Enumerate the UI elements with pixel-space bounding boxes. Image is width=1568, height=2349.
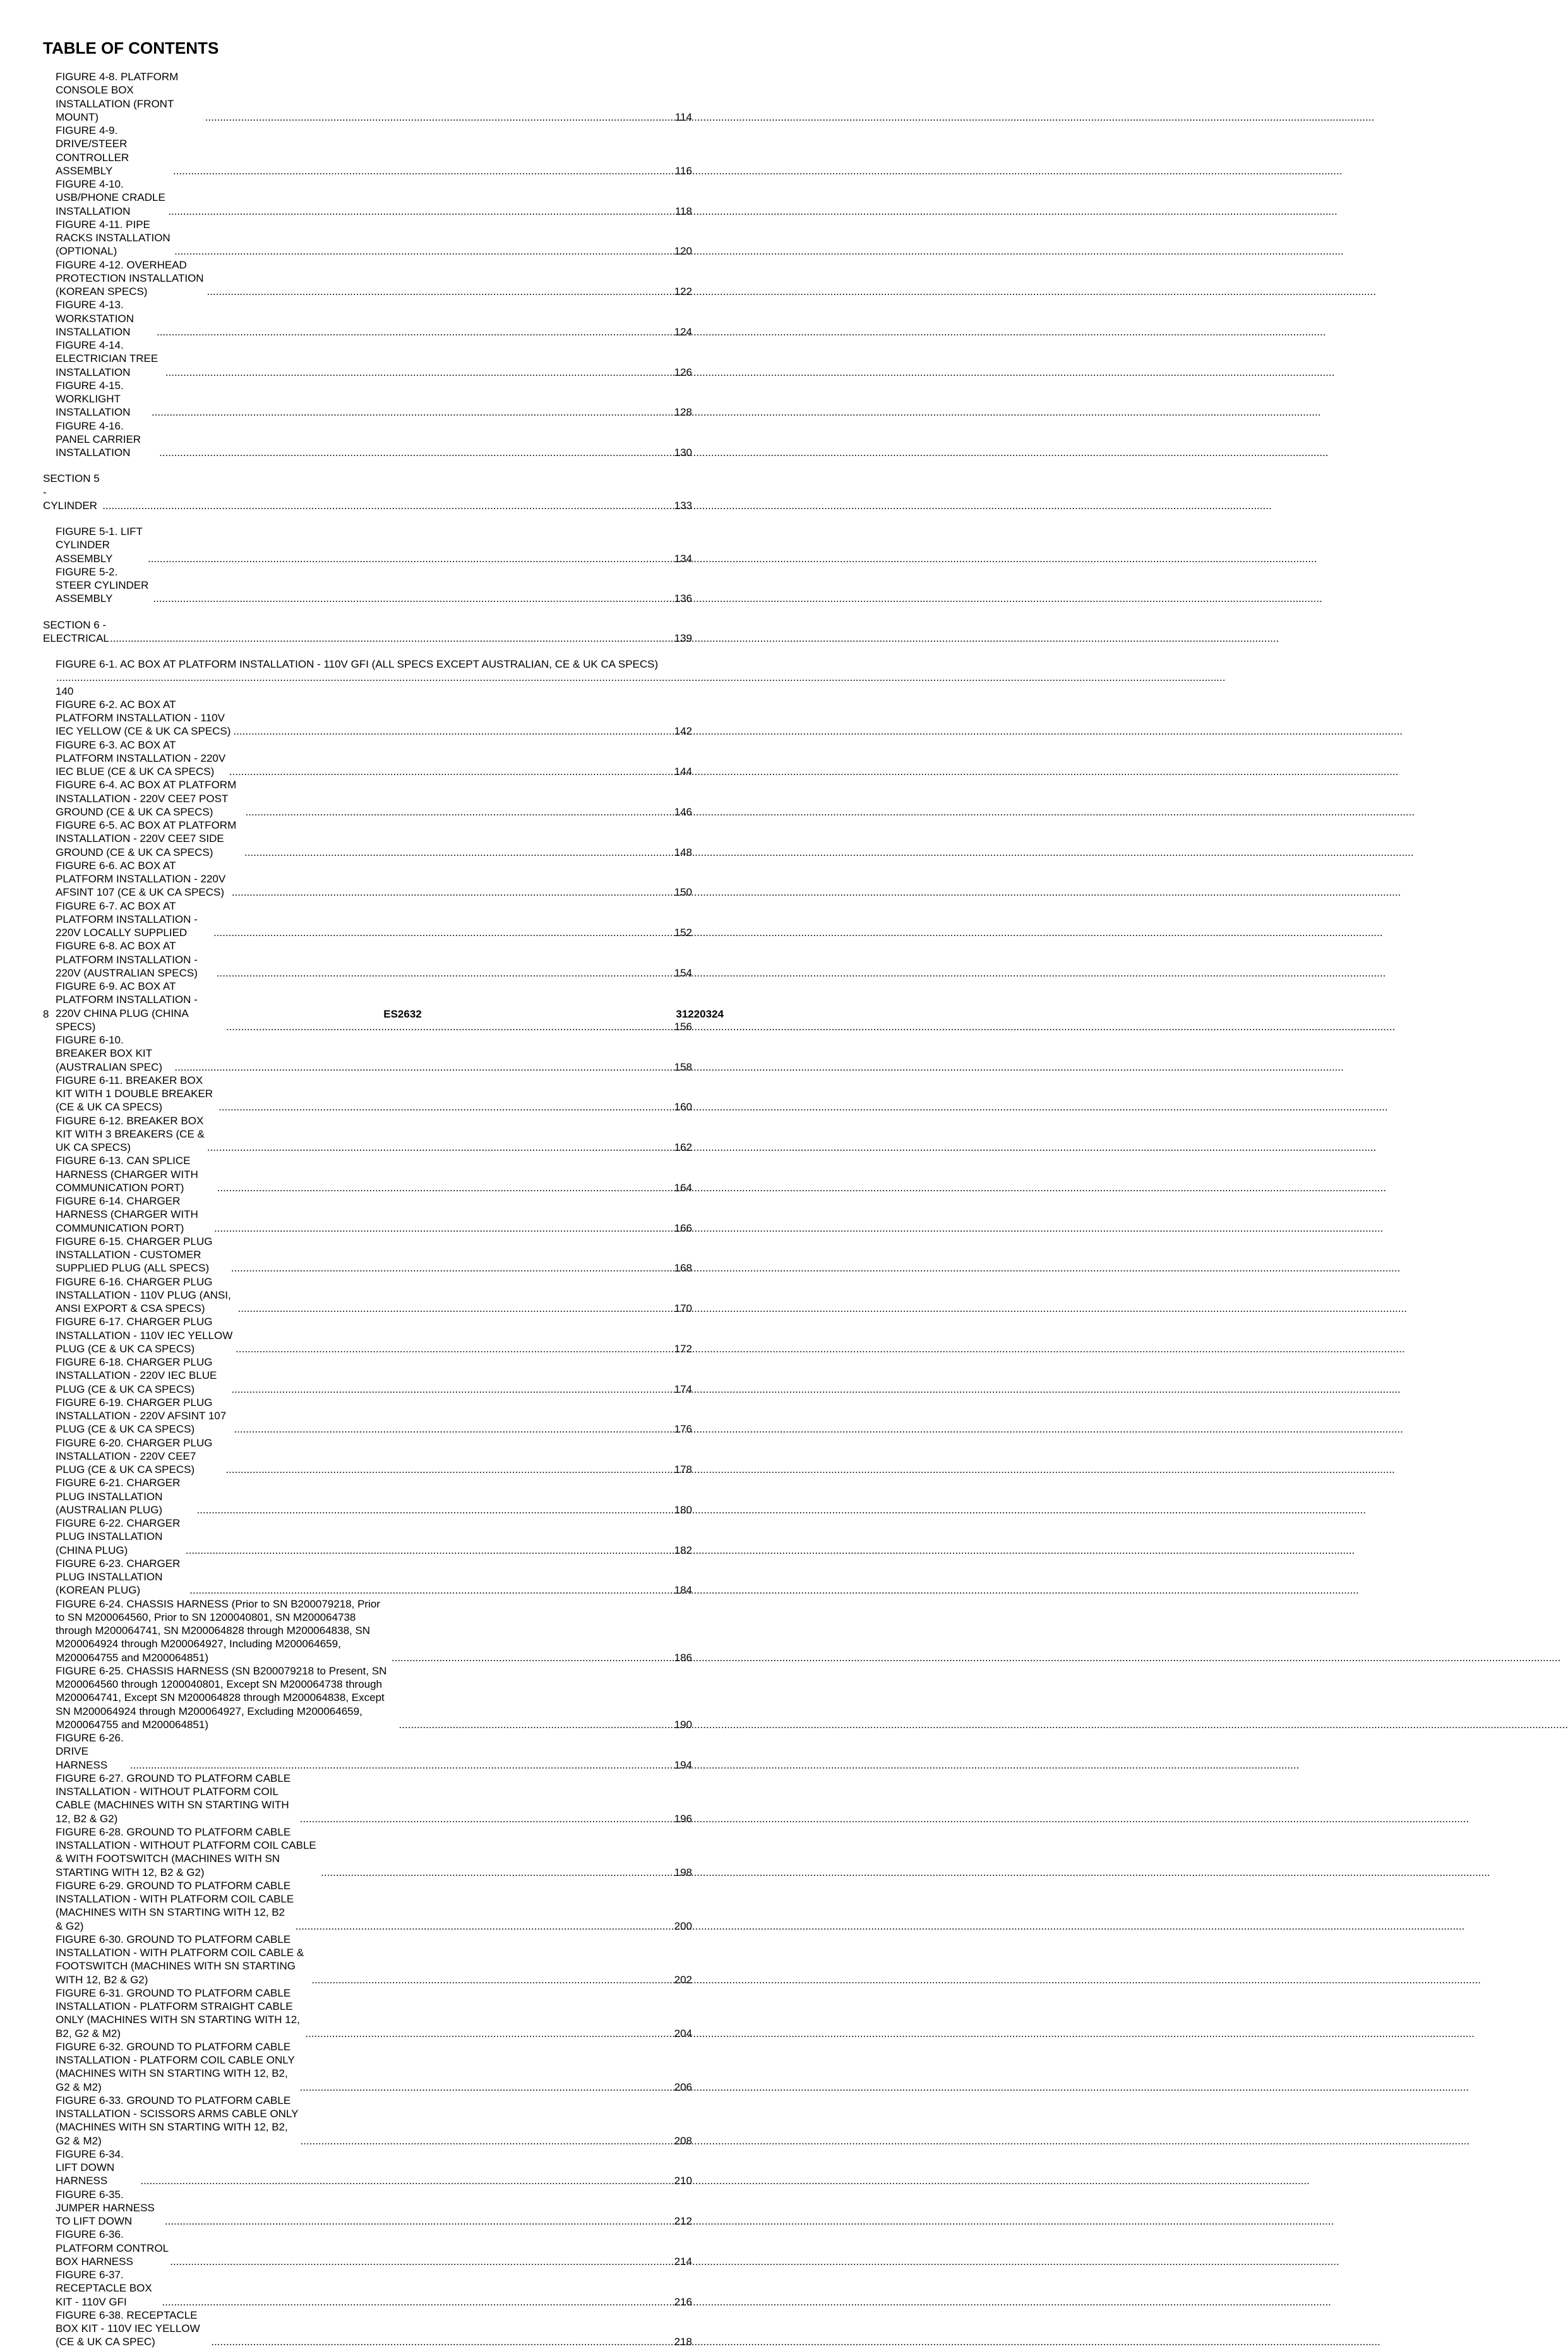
toc-entry-page: 114 [674,111,692,123]
toc-entry-title: FIGURE 6-31. GROUND TO PLATFORM CABLE INSTALLATION - PLATFORM STRAIGHT CABLE ONLY (MACHINES WITH SN STARTING WITH 12, B2, G2 & M2) [56,1986,300,2040]
toc-section-entry[interactable] [0,472,692,512]
toc-figure-entry[interactable] [0,2148,692,2188]
toc-entry-page: 116 [674,164,692,177]
toc-entry-title: FIGURE 6-3. AC BOX AT PLATFORM INSTALLATION - 220V IEC BLUE (CE & UK CA SPECS) [56,738,226,778]
toc-entry-page: 218 [674,2336,692,2348]
toc-figure-entry[interactable] [0,1154,692,1194]
toc-entry-title: FIGURE 6-25. CHASSIS HARNESS (SN B200079218 to Present, SN M200064560 through 1200040801, Except SN M200064738 through M200064741, Except SN M200064828 through M200064838, Except SN M200064924 through M200064927, Excluding M200064659, M200064755 and M200064851) [56,1664,387,1731]
toc-entry-page: 196 [674,1812,692,1825]
toc-entry-title: FIGURE 6-13. CAN SPLICE HARNESS (CHARGER WITH COMMUNICATION PORT) [56,1155,198,1194]
toc-entry-page: 212 [674,2215,692,2227]
dot-leader [205,111,674,124]
toc-entry-title: FIGURE 6-33. GROUND TO PLATFORM CABLE INSTALLATION - SCISSORS ARMS CABLE ONLY (MACHINES WITH SN STARTING WITH 12, B2, G2 & M2) [56,2094,299,2147]
toc-figure-entry[interactable] [0,124,692,177]
dot-leader [218,1100,674,1114]
toc-figure-entry[interactable] [0,778,692,819]
toc-entry-page: 176 [674,1423,692,1436]
footer-page-number: 8 [43,1008,49,1020]
dot-leader [231,1383,673,1396]
toc-entry-page: 118 [674,205,692,217]
toc-figure-entry[interactable] [0,1879,692,1933]
toc-figure-entry[interactable] [0,1114,692,1155]
toc-entry-title: FIGURE 6-11. BREAKER BOX KIT WITH 1 DOUBLE BREAKER (CE & UK CA SPECS) [56,1074,213,1114]
toc-figure-entry[interactable] [0,339,692,379]
toc-entry-title: FIGURE 6-10. BREAKER BOX KIT (AUSTRALIAN SPEC) [56,1034,163,1073]
dot-leader [148,552,674,565]
toc-entry-page: 190 [674,1718,692,1731]
dot-leader [321,1866,673,1879]
toc-entry-title: FIGURE 6-9. AC BOX AT PLATFORM INSTALLATION - 220V CHINA PLUG (CHINA SPECS) [56,980,198,1033]
toc-entry-title: FIGURE 6-2. AC BOX AT PLATFORM INSTALLATION - 110V IEC YELLOW (CE & UK CA SPECS) [56,698,231,738]
dot-leader [244,846,674,859]
toc-entry-title: FIGURE 4-10. USB/PHONE CRADLE INSTALLATION [56,178,165,217]
toc-entry-page: 134 [674,552,692,565]
dot-leader [152,406,674,419]
toc-entry-page: 184 [674,1584,692,1597]
toc-entry-title: FIGURE 6-36. PLATFORM CONTROL BOX HARNESS [56,2228,169,2268]
toc-entry-page: 144 [674,766,692,778]
dot-leader [130,1758,674,1772]
toc-figure-entry[interactable] [0,2268,692,2309]
toc-figure-entry[interactable] [0,298,692,339]
toc-entry-title: FIGURE 6-21. CHARGER PLUG INSTALLATION (AUSTRALIAN PLUG) [56,1477,181,1516]
toc-entry-page: 152 [674,927,692,939]
toc-entry-title: FIGURE 6-38. RECEPTACLE BOX KIT - 110V IEC YELLOW (CE & UK CA SPEC) [56,2309,200,2348]
toc-entry-page: 158 [674,1060,692,1073]
toc-entry-title: FIGURE 6-17. CHARGER PLUG INSTALLATION - 110V IEC YELLOW PLUG (CE & UK CA SPECS) [56,1316,233,1355]
toc-entry-title: FIGURE 6-8. AC BOX AT PLATFORM INSTALLATION - 220V (AUSTRALIAN SPECS) [56,940,198,979]
toc-entry-page: 206 [674,2081,692,2093]
toc-entry-page: 160 [674,1101,692,1114]
toc-entry-page: 180 [674,1503,692,1516]
dot-leader [173,164,674,177]
toc-entry-page: 162 [674,1141,692,1153]
toc-entry-page: 170 [674,1302,692,1314]
toc-entry-title: FIGURE 6-19. CHARGER PLUG INSTALLATION - 220V AFSINT 107 PLUG (CE & UK CA SPECS) [56,1396,227,1436]
toc-entry-page: 202 [674,1973,692,1986]
toc-entry-page: 182 [674,1544,692,1556]
dot-leader [206,285,673,298]
toc-figure-entry[interactable] [0,2228,692,2268]
toc-entry-page: 186 [674,1651,692,1664]
toc-figure-entry[interactable] [0,1074,692,1114]
toc-entry-page: 164 [674,1181,692,1194]
toc-figure-entry[interactable] [0,1033,692,1074]
toc-entry-page: 148 [674,846,692,858]
toc-figure-entry[interactable] [0,1557,692,1597]
toc-entry-page: 208 [674,2134,692,2147]
toc-entry-page: 194 [674,1758,692,1771]
dot-leader [196,1503,673,1517]
toc-figure-entry[interactable] [0,1436,692,1477]
toc-entry-page: 120 [674,245,692,258]
toc-figure-entry[interactable] [0,525,692,565]
dot-leader [186,1544,674,1557]
footer-model: ES2632 [383,1008,422,1020]
toc-figure-entry[interactable] [0,419,692,460]
toc-figure-entry[interactable] [0,1315,692,1355]
dot-leader [217,1181,674,1194]
toc-figure-entry[interactable] [0,658,692,698]
toc-figure-entry[interactable] [0,379,692,419]
toc-entry-page: 168 [674,1262,692,1275]
dot-leader [153,592,673,605]
toc-entry-page: 122 [674,285,692,297]
toc-entry-title: FIGURE 6-30. GROUND TO PLATFORM CABLE INSTALLATION - WITH PLATFORM COIL CABLE & FOOTSWITCH (MACHINES WITH SN STARTING WITH 12, B2 & G2) [56,1933,304,1986]
dot-leader [211,2335,673,2348]
dot-leader [165,2214,674,2228]
dot-leader [168,205,674,218]
dot-leader [159,446,674,459]
toc-entry-title: FIGURE 4-15. WORKLIGHT INSTALLATION [56,379,131,419]
dot-leader [217,966,674,980]
toc-entry-page: 174 [674,1383,692,1395]
toc-entry-page: 130 [674,447,692,459]
toc-figure-entry[interactable] [0,1194,692,1235]
toc-figure-entry[interactable] [0,177,692,218]
dot-leader [296,1919,674,1933]
toc-entry-title: FIGURE 6-5. AC BOX AT PLATFORM INSTALLATION - 220V CEE7 SIDE GROUND (CE & UK CA SPECS) [56,819,237,858]
toc-entry-page: 210 [674,2175,692,2187]
dot-leader [232,886,674,899]
toc-entry-title: FIGURE 6-26. DRIVE HARNESS [56,1732,124,1771]
dot-leader [140,2174,673,2187]
dot-leader [234,724,674,738]
toc-entry-title: FIGURE 6-34. LIFT DOWN HARNESS [56,2148,124,2187]
toc-entry-title: FIGURE 6-29. GROUND TO PLATFORM CABLE INSTALLATION - WITH PLATFORM COIL CABLE (MACHINES WITH SN STARTING WITH 12, B2 & G2) [56,1879,294,1932]
toc-entry-page: 136 [674,592,692,605]
toc-entry-page: 126 [674,366,692,378]
toc-entry-page: 139 [674,632,692,644]
dot-leader [170,2255,673,2268]
dot-leader [174,244,673,258]
dot-leader [236,1342,674,1355]
toc-figure-entry[interactable] [0,1355,692,1396]
toc-entry-title: FIGURE 6-15. CHARGER PLUG INSTALLATION - CUSTOMER SUPPLIED PLUG (ALL SPECS) [56,1235,213,1275]
toc-figure-entry[interactable] [0,218,692,258]
toc-entry-title: FIGURE 6-32. GROUND TO PLATFORM CABLE INSTALLATION - PLATFORM COIL CABLE ONLY (MACHINES WITH SN STARTING WITH 12, B2, G2 & M2) [56,2040,295,2093]
dot-leader [162,2295,673,2309]
toc-entry-title: FIGURE 6-22. CHARGER PLUG INSTALLATION (CHINA PLUG) [56,1517,181,1556]
toc-entry-page: 140 [56,685,74,697]
toc-entry-title: FIGURE 4-9. DRIVE/STEER CONTROLLER ASSEMBLY [56,124,129,177]
toc-entry-page: 172 [674,1342,692,1355]
toc-figure-entry[interactable] [0,738,692,779]
toc-entry-page: 128 [674,406,692,419]
toc-entry-page: 154 [674,966,692,979]
dot-leader [157,325,674,339]
toc-entry-page: 142 [674,725,692,738]
toc-entry-page: 204 [674,2027,692,2040]
toc-figure-entry[interactable] [0,1772,692,1825]
toc-figure-entry[interactable] [0,1396,692,1436]
toc-entry-title: FIGURE 6-35. JUMPER HARNESS TO LIFT DOWN [56,2188,155,2227]
toc-entry-page: 156 [674,1020,692,1033]
dot-leader [246,805,674,819]
toc-entry-title: FIGURE 6-27. GROUND TO PLATFORM CABLE INSTALLATION - WITHOUT PLATFORM COIL CABLE (MACHINES WITH SN STARTING WITH 12, B2 & G2) [56,1772,291,1825]
toc-figure-entry[interactable] [0,1597,692,1664]
toc-figure-entry[interactable] [0,2309,692,2349]
toc-entry-page: 133 [674,499,692,512]
dot-leader [225,1463,673,1476]
toc-entry-title: FIGURE 5-2. STEER CYLINDER ASSEMBLY [56,565,149,605]
toc-figure-entry[interactable] [0,565,692,606]
toc-figure-entry[interactable] [0,1986,692,2040]
toc-entry-title: FIGURE 4-13. WORKSTATION INSTALLATION [56,299,135,338]
toc-entry-page: 146 [674,805,692,818]
dot-leader [229,765,674,778]
toc-entry-title: FIGURE 6-14. CHARGER HARNESS (CHARGER WITH COMMUNICATION PORT) [56,1195,198,1234]
toc-entry-title: FIGURE 6-24. CHASSIS HARNESS (Prior to SN B200079218, Prior to SN M200064560, Prior to SN 1200040801, SN M200064738 through M200064741, SN M200064828 through M200064838, SN M200064924 through M200064927, Including M200064659, M200064755 and M200064851) [56,1597,380,1664]
page-title: TABLE OF CONTENTS [43,39,219,57]
toc-figure-entry[interactable] [0,2094,692,2148]
dot-leader [399,1718,674,1731]
dot-leader [305,2027,673,2040]
dot-leader [165,366,674,379]
dot-leader [207,1141,674,1154]
dot-leader [110,632,674,645]
toc-section-entry[interactable] [0,618,692,646]
toc-figure-entry[interactable] [0,1825,692,1879]
toc-figure-entry[interactable] [0,939,692,980]
toc-entry-title: FIGURE 4-16. PANEL CARRIER INSTALLATION [56,419,141,459]
toc-entry-title: FIGURE 4-14. ELECTRICIAN TREE INSTALLATION [56,339,159,378]
toc-figure-entry[interactable] [0,1275,692,1316]
dot-leader [301,2134,674,2148]
toc-entry-title: SECTION 5 - CYLINDER [43,472,100,512]
dot-leader [214,1222,674,1235]
toc-entry-title: FIGURE 6-7. AC BOX AT PLATFORM INSTALLATION - 220V LOCALLY SUPPLIED [56,899,198,939]
toc-entry-page: 150 [674,886,692,899]
toc-figure-entry[interactable] [0,819,692,859]
toc-figure-entry[interactable] [0,980,692,1033]
toc-figure-entry[interactable] [0,258,692,299]
toc-entry-page: 166 [674,1222,692,1234]
toc-figure-entry[interactable] [0,1235,692,1275]
toc-entry-title: FIGURE 6-28. GROUND TO PLATFORM CABLE INSTALLATION - WITHOUT PLATFORM COIL CABLE & WITH FOOTSWITCH (MACHINES WITH SN STARTING WITH 12, B2 & G2) [56,1825,316,1878]
toc-entry-title: FIGURE 6-1. AC BOX AT PLATFORM INSTALLATION - 110V GFI (ALL SPECS EXCEPT AUSTRALIAN, CE & UK CA SPECS) [56,658,659,670]
toc-entry-page: 178 [674,1463,692,1475]
toc-entry-page: 214 [674,2255,692,2268]
dot-leader [174,1060,673,1074]
toc-figure-entry[interactable] [0,1731,692,1772]
toc-figure-entry[interactable] [0,1664,692,1731]
toc-entry-title: FIGURE 6-20. CHARGER PLUG INSTALLATION - 220V CEE7 PLUG (CE & UK CA SPECS) [56,1436,213,1475]
toc-figure-entry[interactable] [0,1476,692,1517]
toc-entry-title: FIGURE 6-12. BREAKER BOX KIT WITH 3 BREAKERS (CE & UK CA SPECS) [56,1114,205,1153]
toc-figure-entry[interactable] [0,1933,692,1986]
toc-figure-entry[interactable] [0,698,692,738]
toc-entry-title: FIGURE 4-8. PLATFORM CONSOLE BOX INSTALLATION (FRONT MOUNT) [56,71,179,123]
toc-figure-entry[interactable] [0,1517,692,1557]
toc-entry-title: FIGURE 6-23. CHARGER PLUG INSTALLATION (KOREAN PLUG) [56,1557,181,1597]
toc-entry-title: FIGURE 6-16. CHARGER PLUG INSTALLATION - 110V PLUG (ANSI, ANSI EXPORT & CSA SPECS) [56,1275,231,1314]
toc-entry-title: FIGURE 5-1. LIFT CYLINDER ASSEMBLY [56,526,143,565]
toc-entry-title: FIGURE 6-4. AC BOX AT PLATFORM INSTALLATION - 220V CEE7 POST GROUND (CE & UK CA SPECS) [56,779,237,818]
dot-leader [213,926,674,939]
dot-leader [56,671,691,684]
dot-leader [299,2081,673,2094]
toc-entry-title: FIGURE 4-11. PIPE RACKS INSTALLATION (OPTIONAL) [56,218,171,258]
toc-entry-page: 200 [674,1919,692,1932]
toc-figure-entry[interactable] [0,899,692,940]
footer-doc-number: 31220324 [676,1008,724,1020]
toc-figure-entry[interactable] [0,70,692,124]
toc-entry-title: SECTION 6 - ELECTRICAL [43,618,109,644]
dot-leader [300,1812,674,1825]
dot-leader [237,1302,673,1315]
toc-entry-page: 124 [674,325,692,338]
toc-entry-title: FIGURE 6-37. RECEPTACLE BOX KIT - 110V GFI [56,2269,152,2308]
toc-figure-entry[interactable] [0,859,692,899]
dot-leader [311,1973,673,1986]
dot-leader [231,1261,674,1275]
toc-list [0,70,805,2349]
toc-figure-entry[interactable] [0,2188,692,2228]
toc-entry-title: FIGURE 4-12. OVERHEAD PROTECTION INSTALLATION (KOREAN SPECS) [56,258,204,297]
toc-entry-page: 198 [674,1866,692,1878]
dot-leader [234,1422,673,1436]
toc-figure-entry[interactable] [0,2040,692,2094]
toc-entry-title: FIGURE 6-18. CHARGER PLUG INSTALLATION - 220V IEC BLUE PLUG (CE & UK CA SPECS) [56,1356,217,1395]
dot-leader [392,1651,674,1664]
toc-entry-title: FIGURE 6-6. AC BOX AT PLATFORM INSTALLATION - 220V AFSINT 107 (CE & UK CA SPECS) [56,859,226,899]
dot-leader [189,1583,673,1597]
dot-leader [102,499,673,512]
toc-entry-page: 216 [674,2295,692,2308]
page-footer [0,1008,805,1023]
